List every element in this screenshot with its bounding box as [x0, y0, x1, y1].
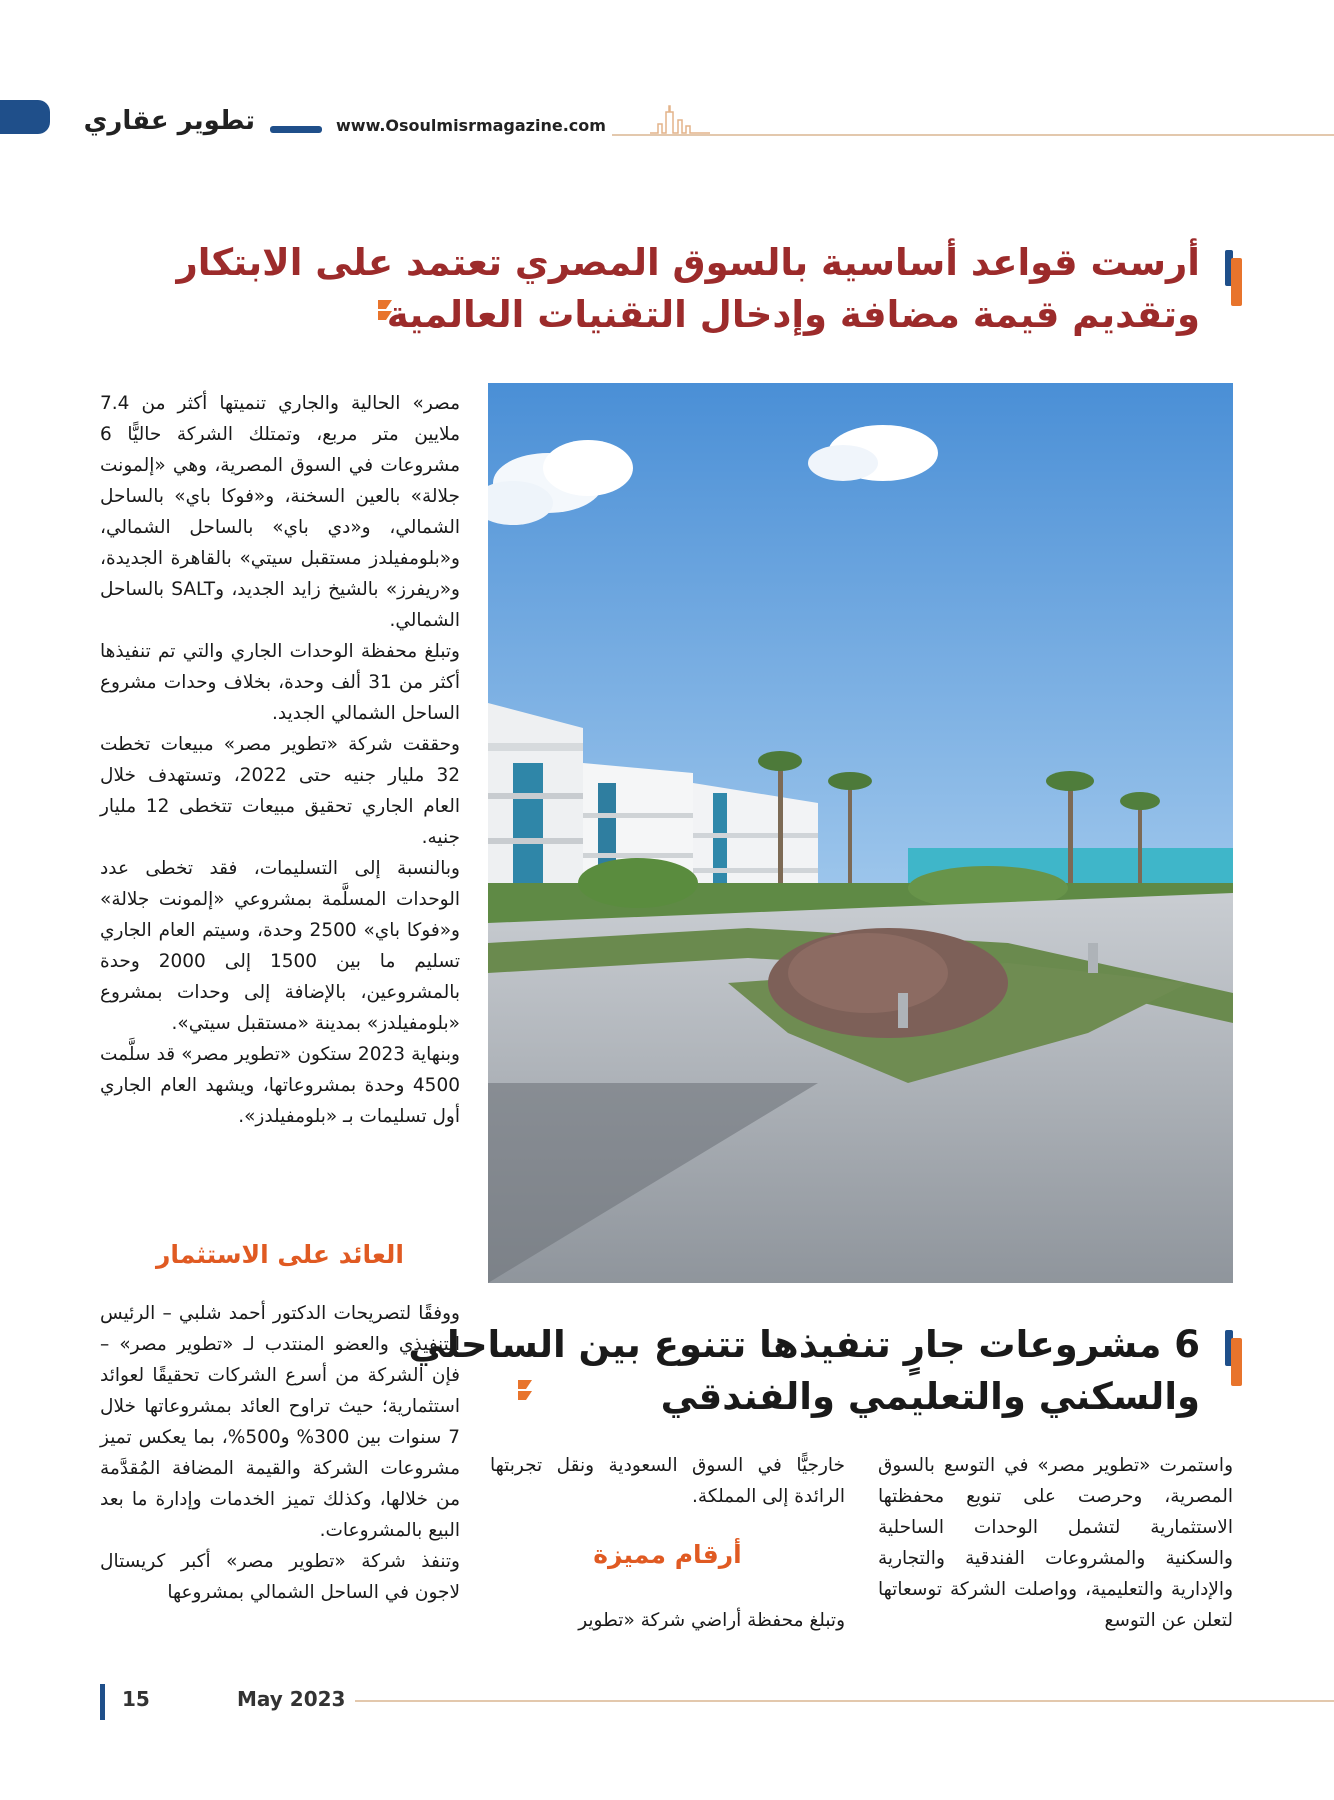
article-column-middle [490, 1450, 845, 1512]
quote-icon [372, 298, 398, 324]
skyline-icon [650, 104, 710, 134]
paragraph: وتبلغ محفظة الوحدات الجاري والتي تم تنفيذها أكثر من 31 ألف وحدة، بخلاف وحدات مشروع الساحل الشمالي الجديد. [100, 641, 460, 724]
paragraph: وتبلغ محفظة أراضي شركة «تطوير [578, 1610, 845, 1631]
headline-2-line-1: 6 مشروعات جارٍ تنفيذها تتنوع بين الساحلي [408, 1323, 1200, 1366]
paragraph: وبالنسبة إلى التسليمات، فقد تخطى عدد الوحدات المسلَّمة بمشروعي «إلمونت جلالة» و«فوكا باي» 2500 وحدة، وسيتم العام الجاري تسليم ما بين 1500 إلى 2000 وحدة بالمشروعين، بالإضافة إلى وحدات بمشروع «بلومفيلدز» بمدينة «مستقبل سيتي». [100, 858, 460, 1034]
header-dash [270, 126, 322, 133]
subheading-numbers: أرقام مميزة [593, 1540, 742, 1569]
magazine-url: www.Osoulmisrmagazine.com [336, 116, 606, 135]
article-column-middle-bottom [490, 1605, 845, 1636]
article-column-right [878, 1450, 1233, 1636]
paragraph: واستمرت «تطوير مصر» في التوسع بالسوق المصرية، وحرصت على تنويع محفظتها الاستثمارية لتشمل الوحدات الساحلية والسكنية والمشروعات الفندقية والتجارية والإدارية والتعليمية، وواصلت الشركة توسعاتها لتعلن عن التوسع [878, 1455, 1233, 1631]
footer-marker [100, 1684, 105, 1720]
paragraph: وتنفذ شركة «تطوير مصر» أكبر كريستال لاجون في الساحل الشمالي بمشروعها [100, 1551, 460, 1603]
paragraph: خارجيًّا في السوق السعودية ونقل تجربتها الرائدة إلى المملكة. [490, 1455, 845, 1507]
paragraph: وبنهاية 2023 ستكون «تطوير مصر» قد سلَّمت 4500 وحدة بمشروعاتها، ويشهد العام الجاري أول تسليمات بـ «بلومفيلدز». [100, 1044, 460, 1127]
resort-photo [488, 383, 1233, 1283]
article-column-left-bottom [100, 1298, 460, 1608]
page-number: 15 [122, 1687, 150, 1711]
section-title: تطوير عقاري [83, 106, 255, 136]
paragraph: وحققت شركة «تطوير مصر» مبيعات تخطت 32 مليار جنيه حتى 2022، وتستهدف خلال العام الجاري تحقيق مبيعات تتخطى 12 مليار جنيه. [100, 734, 460, 848]
footer-rule [355, 1700, 1334, 1702]
headline-marker-orange [1231, 258, 1242, 306]
header-tab [0, 100, 50, 134]
paragraph: مصر» الحالية والجاري تنميتها أكثر من 7.4 ملايين متر مربع، وتمتلك الشركة حاليًّا 6 مشروعات في السوق المصرية، وهي «إلمونت جلالة» بالعين السخنة، و«فوكا باي» بالساحل الشمالي، و«دي باي» بالساحل الشمالي، و«بلومفيلدز مستقبل سيتي» بالقاهرة الجديدة، و«ريفرز» بالشيخ زايد الجديد، وSALT بالساحل الشمالي. [100, 393, 460, 631]
headline-1-line-2: وتقديم قيمة مضافة وإدخال التقنيات العالمية [386, 293, 1200, 336]
subheading-returns: العائد على الاستثمار [156, 1240, 404, 1269]
header-rule [612, 134, 1334, 136]
headline-1-line-1: أرست قواعد أساسية بالسوق المصري تعتمد على الابتكار [176, 241, 1200, 284]
quote-icon [512, 1378, 538, 1404]
headline-2-line-2: والسكني والتعليمي والفندقي [660, 1375, 1200, 1418]
headline-marker-orange [1231, 1338, 1242, 1386]
issue-date: May 2023 [237, 1687, 346, 1711]
article-column-left-top [100, 388, 460, 1132]
paragraph: ووفقًا لتصريحات الدكتور أحمد شلبي – الرئيس التنفيذي والعضو المنتدب لـ «تطوير مصر» – فإن الشركة من أسرع الشركات تحقيقًا لعوائد استثمارية؛ حيث تراوح العائد بمشروعاتها خلال 7 سنوات بين 300% و500%، بما يعكس تميز مشروعات الشركة والقيمة المضافة المُقدَّمة من خلالها، وكذلك تميز الخدمات وإدارة ما بعد البيع بالمشروعات. [100, 1303, 461, 1541]
